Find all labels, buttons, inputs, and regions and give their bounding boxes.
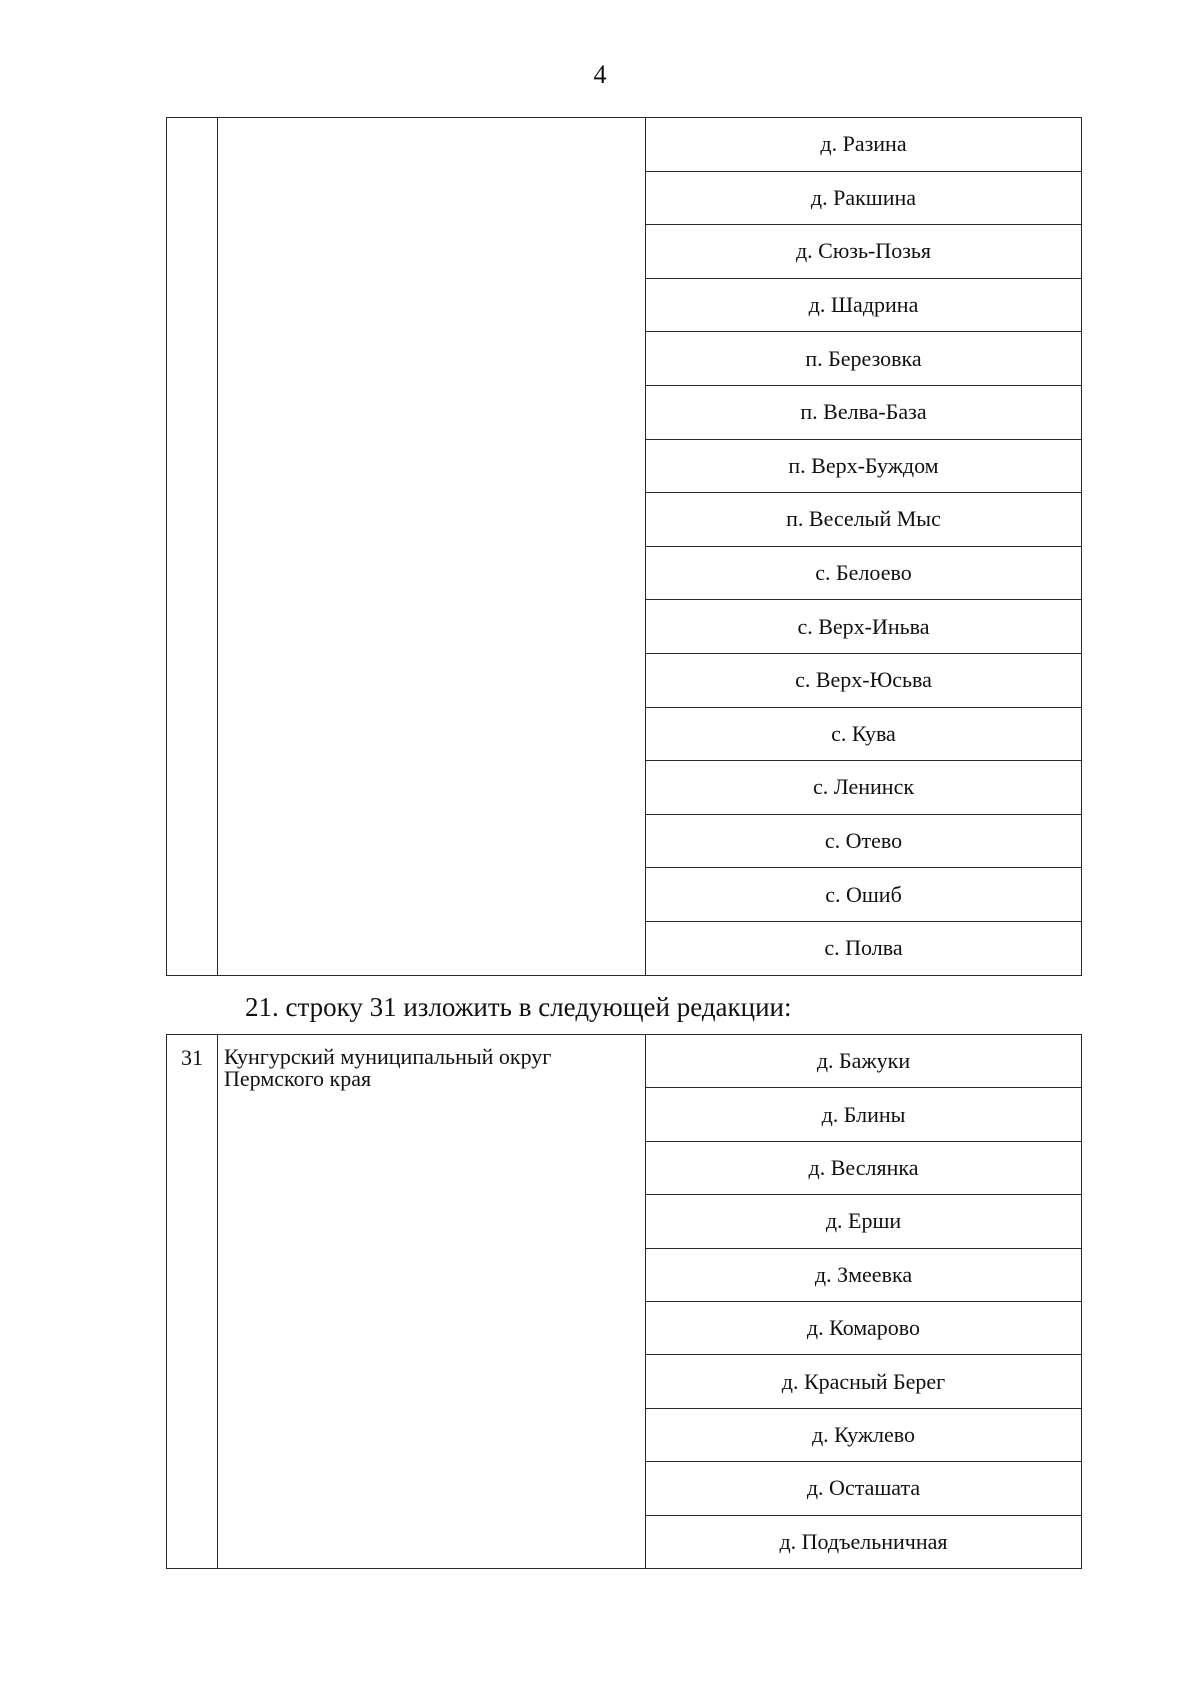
settlement-cell: д. Комарово: [646, 1301, 1082, 1354]
settlement-cell: п. Велва-База: [646, 385, 1082, 439]
settlement-cell: д. Подъельничная: [646, 1515, 1082, 1568]
table-row: [167, 1035, 1082, 1088]
row-number-cell: [167, 118, 218, 976]
settlement-cell: п. Березовка: [646, 332, 1082, 386]
settlement-cell: с. Белоево: [646, 546, 1082, 600]
settlement-cell: д. Сюзь-Позья: [646, 225, 1082, 279]
settlement-cell: с. Кува: [646, 707, 1082, 761]
page-number: 4: [593, 60, 607, 89]
settlement-cell: д. Бажуки: [646, 1035, 1082, 1088]
table-row: [167, 118, 1082, 172]
settlement-cell: д. Осташата: [646, 1462, 1082, 1515]
settlement-cell: п. Верх-Буждом: [646, 439, 1082, 493]
municipality-name-cell: [218, 118, 646, 976]
settlement-cell: п. Веселый Мыс: [646, 493, 1082, 547]
amendment-instruction: 21. строку 31 изложить в следующей редакции:: [245, 992, 792, 1022]
settlement-cell: с. Отево: [646, 814, 1082, 868]
settlement-cell: с. Верх-Юсьва: [646, 653, 1082, 707]
settlement-cell: д. Ерши: [646, 1195, 1082, 1248]
settlements-table-row-31: [166, 1034, 1082, 1569]
settlement-cell: д. Шадрина: [646, 278, 1082, 332]
settlement-cell: с. Ошиб: [646, 868, 1082, 922]
settlements-table-continued: [166, 117, 1082, 976]
settlement-cell: д. Ракшина: [646, 171, 1082, 225]
settlement-cell: д. Блины: [646, 1088, 1082, 1141]
settlement-cell: с. Ленинск: [646, 761, 1082, 815]
settlement-cell: д. Змеевка: [646, 1248, 1082, 1301]
settlement-cell: д. Красный Берег: [646, 1355, 1082, 1408]
settlement-cell: д. Кужлево: [646, 1408, 1082, 1461]
row-number-cell: 31: [167, 1035, 218, 1569]
municipality-name-cell: Кунгурский муниципальный округ Пермского края: [218, 1035, 646, 1569]
settlement-cell: с. Верх-Иньва: [646, 600, 1082, 654]
settlement-cell: с. Полва: [646, 921, 1082, 975]
settlement-cell: д. Разина: [646, 118, 1082, 172]
settlement-cell: д. Веслянка: [646, 1141, 1082, 1194]
